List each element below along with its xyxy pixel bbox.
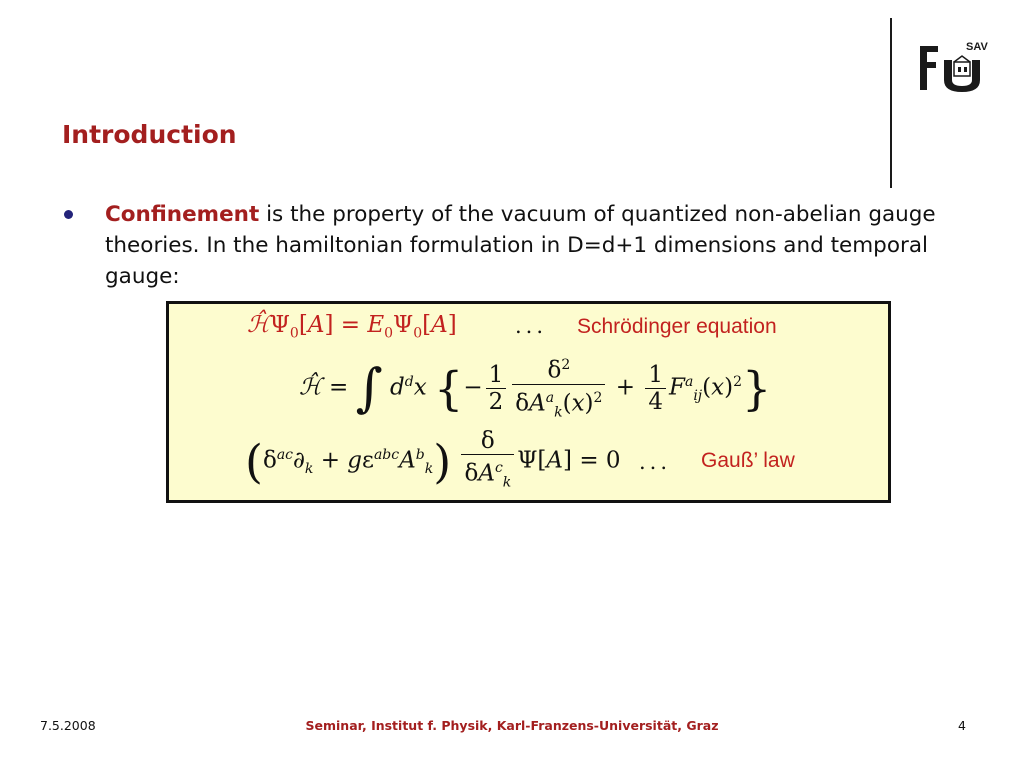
- schrodinger-label: Schrödinger equation: [577, 315, 777, 338]
- footer-page-number: 4: [958, 718, 966, 733]
- vertical-divider: [890, 18, 892, 188]
- schrodinger-equation: $ℋ̂\Psi_0[A] = E_0\Psi_0[A]$: [247, 312, 457, 342]
- bullet-keyword: Confinement: [105, 202, 260, 227]
- equation-box: [166, 301, 891, 503]
- gauss-law-equation: $(\delta^{ac}\partial_k + g\varepsilon^{abc}A^b_k)$ $\frac{\delta}{\delta A^c_k}$ Ψ[A] = 0: [245, 428, 621, 491]
- hamiltonian-equation: ℋ̂ = ∫ $d^dx$ {− $\frac{1}{2}$ $\frac{\delta^2}{\delta A^a_k(x)^2}$ + $\frac{1}{4}$ $F^a_{ij}(x)^2$}: [299, 352, 771, 425]
- dots-1: ...: [515, 314, 548, 338]
- logo-text: SAV: [966, 41, 988, 53]
- bullet-paragraph: [105, 199, 955, 292]
- footer-date: 7.5.2008: [40, 718, 96, 733]
- bullet-body: is the property of the vacuum of quantized non-abelian gauge theories. In the hamiltonian formulation in D=d+1 dimensions and temporal gauge:: [105, 202, 936, 289]
- dots-2: ...: [639, 450, 672, 474]
- bullet-point-icon: [64, 210, 73, 219]
- footer-center: Seminar, Institut f. Physik, Karl-Franzens-Universität, Graz: [305, 718, 719, 733]
- gauss-law-label: Gauß’ law: [701, 449, 795, 472]
- slide-title: Introduction: [62, 120, 237, 149]
- sav-logo: [914, 40, 988, 96]
